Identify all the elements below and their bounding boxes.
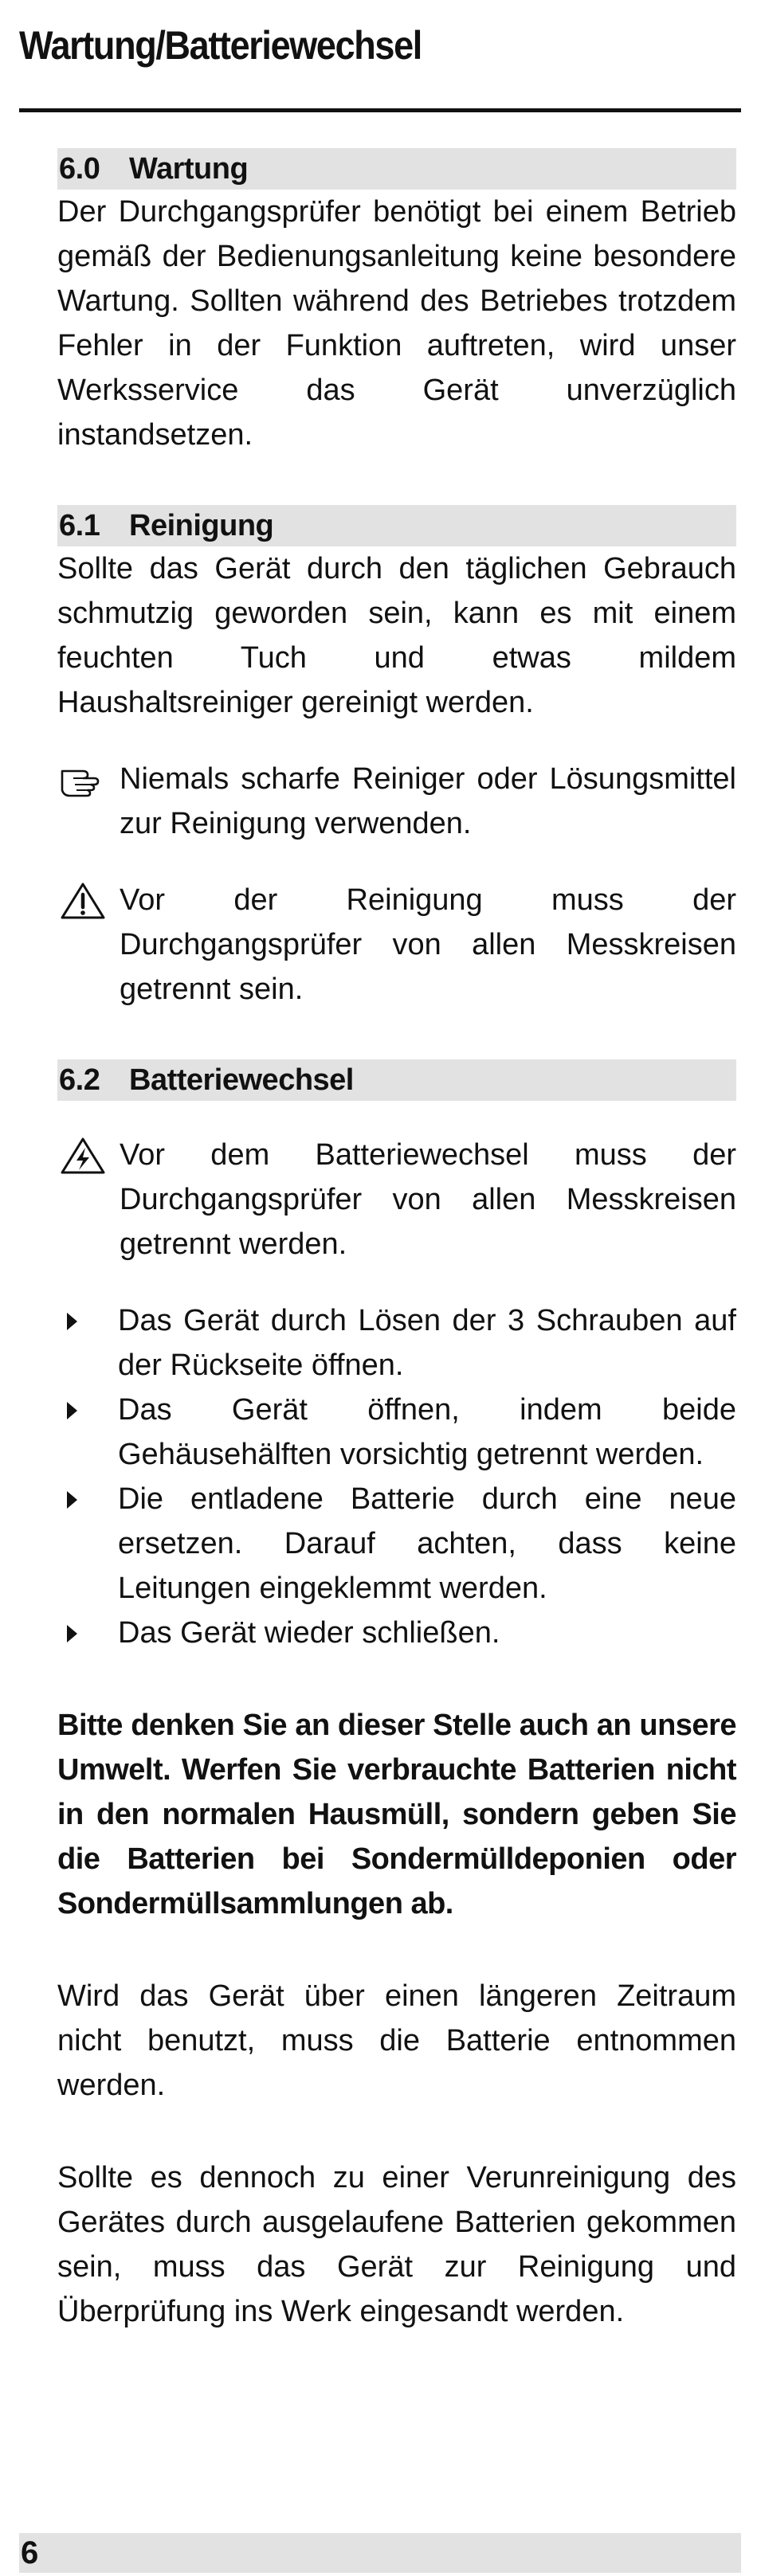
step-text: Das Gerät durch Lösen der 3 Schrauben auf der Rückseite öffnen. (118, 1304, 736, 1382)
hint-note (57, 757, 736, 846)
bullet-arrow-icon (67, 1491, 77, 1509)
danger-note (57, 1133, 736, 1266)
section-heading-batteriewechsel (57, 1059, 736, 1101)
storage-paragraph: Wird das Gerät über einen längeren Zeitraum nicht benutzt, muss die Batterie entnommen werden. (57, 1979, 736, 2102)
bullet-arrow-icon (67, 1313, 77, 1330)
bullet-arrow-icon (67, 1625, 77, 1642)
page-title: Wartung/Batteriewechsel (19, 23, 422, 68)
section-heading-reinigung (57, 505, 736, 546)
list-item (57, 1611, 736, 1655)
bullet-arrow-icon (67, 1402, 77, 1419)
title-divider (19, 108, 741, 112)
section-number: 6.2 (59, 1063, 100, 1097)
document-body (57, 148, 736, 2334)
hint-note-text: Niemals scharfe Reiniger oder Lösungsmittel zur Reinigung verwenden. (120, 762, 736, 840)
step-text: Das Gerät öffnen, indem beide Gehäusehälften vorsichtig getrennt werden. (118, 1393, 736, 1471)
list-item (57, 1298, 736, 1388)
step-text: Die entladene Batterie durch eine neue ersetzen. Darauf achten, dass keine Leitungen eingeklemmt werden. (118, 1482, 736, 1605)
environment-notice: Bitte denken Sie an dieser Stelle auch an unsere Umwelt. Werfen Sie verbrauchte Batterien nicht in den normalen Hausmüll, sondern geben Sie die Batterien bei Sondermülldeponien oder Sondermüllsammlungen ab. (57, 1709, 736, 1920)
list-item (57, 1388, 736, 1477)
warning-triangle-icon (59, 881, 107, 921)
section-heading-wartung (57, 148, 736, 190)
battery-steps-list (57, 1298, 736, 1655)
leak-paragraph: Sollte es dennoch zu einer Verunreinigung des Gerätes durch ausgelaufene Batterien gekommen sein, muss das Gerät zur Reinigung und Überprüfung ins Werk eingesandt werden. (57, 2161, 736, 2328)
step-text: Das Gerät wieder schließen. (118, 1616, 500, 1650)
warning-note-text: Vor der Reinigung muss der Durchgangsprüfer von allen Messkreisen getrennt sein. (120, 883, 736, 1006)
section-title: Wartung (129, 152, 249, 186)
high-voltage-warning-icon (59, 1136, 107, 1176)
page-footer (19, 2533, 741, 2573)
warning-note (57, 878, 736, 1012)
section-number: 6.0 (59, 152, 100, 186)
section-number: 6.1 (59, 509, 100, 542)
cleaning-paragraph: Sollte das Gerät durch den täglichen Gebrauch schmutzig geworden sein, kann es mit einem feuchten Tuch und etwas mildem Haushaltsreiniger gereinigt werden. (57, 552, 736, 719)
pointing-hand-icon (59, 760, 107, 800)
list-item (57, 1477, 736, 1611)
page-number: 6 (21, 2535, 39, 2570)
section-title: Batteriewechsel (129, 1063, 354, 1097)
section-title: Reinigung (129, 509, 274, 542)
danger-note-text: Vor dem Batteriewechsel muss der Durchgangsprüfer von allen Messkreisen getrennt werden. (120, 1138, 736, 1261)
maintenance-paragraph: Der Durchgangsprüfer benötigt bei einem Betrieb gemäß der Bedienungsanleitung keine besondere Wartung. Sollten während des Betriebes trotzdem Fehler in der Funktion auftreten, wird unser Werksservice das Gerät unverzüglich instandsetzen. (57, 195, 736, 452)
